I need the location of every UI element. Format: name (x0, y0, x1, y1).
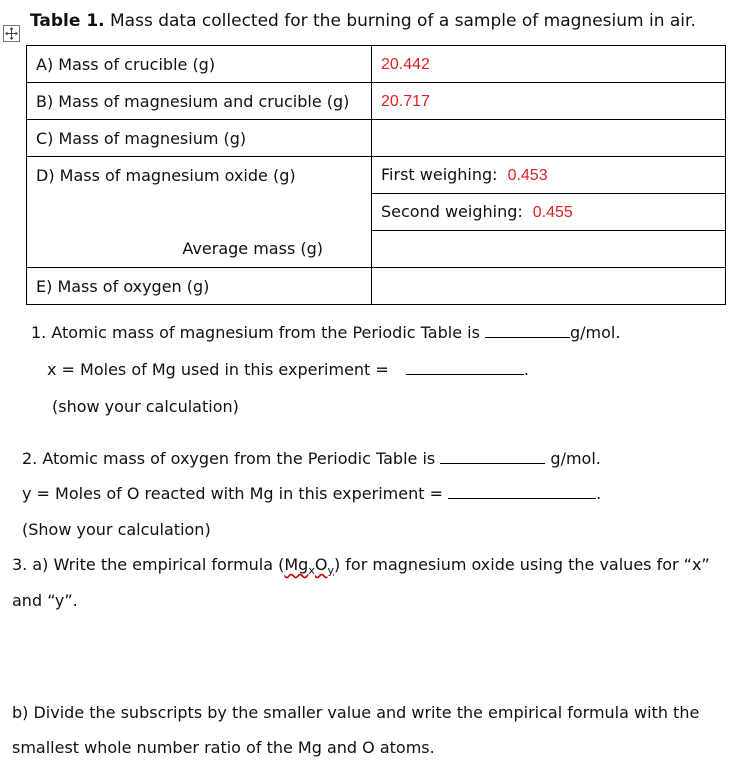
table-row (27, 83, 726, 120)
row-b-label: B) Mass of magnesium and crucible (g) (27, 83, 372, 120)
row-a-value[interactable] (372, 46, 726, 83)
q3a-line2: and “y”. (12, 591, 78, 610)
row-d-label: D) Mass of magnesium oxide (g) (27, 157, 372, 194)
q2-moles-end: . (596, 484, 602, 503)
table-row (27, 120, 726, 157)
q1-unit: g/mol. (570, 323, 621, 342)
formula-o: O (314, 555, 328, 574)
q2-moles-blank[interactable] (448, 498, 596, 499)
q2-unit: g/mol. (550, 449, 601, 468)
q1-moles-end: . (523, 360, 529, 379)
row-a-label: A) Mass of crucible (g) (27, 46, 372, 83)
q1-show-calculation: (show your calculation) (52, 397, 239, 416)
row-e-value[interactable] (372, 268, 726, 305)
q2-moles-text: y = Moles of O reacted with Mg in this experiment = (22, 484, 443, 503)
q3a-post: ) for magnesium oxide using the values for “x” (333, 555, 710, 574)
row-c-label: C) Mass of magnesium (g) (27, 120, 372, 157)
formula-mg: Mg (284, 555, 309, 574)
table-row (27, 231, 726, 268)
question-1-moles (47, 360, 529, 379)
row-c-value[interactable] (372, 120, 726, 157)
q2-text: 2. Atomic mass of oxygen from the Periodic Table is (22, 449, 436, 468)
question-2 (22, 449, 601, 468)
first-weighing-value: 0.453 (507, 167, 548, 184)
formula-y: y (327, 564, 334, 578)
table-move-handle-icon[interactable] (3, 25, 20, 42)
caption-label: Table 1. (30, 11, 105, 31)
table-row (27, 268, 726, 305)
empirical-formula-placeholder (284, 555, 334, 578)
table-row (27, 46, 726, 83)
q2-show-calculation: (Show your calculation) (22, 520, 211, 539)
q1-moles-blank[interactable] (406, 374, 524, 375)
q1-moles-text: x = Moles of Mg used in this experiment = (47, 360, 389, 379)
row-d-second-weighing[interactable] (372, 194, 726, 231)
q3b-line1: b) Divide the subscripts by the smaller value and write the empirical formula with the (12, 703, 700, 722)
row-e-label: E) Mass of oxygen (g) (27, 268, 372, 305)
second-weighing-label: Second weighing: (381, 202, 523, 221)
row-b-value-text: 20.717 (381, 93, 430, 110)
question-2-moles (22, 484, 601, 503)
formula-x: x (308, 564, 315, 578)
second-weighing-value: 0.455 (532, 204, 573, 221)
q3a-pre: 3. a) Write the empirical formula ( (12, 555, 285, 574)
q3b-line2: smallest whole number ratio of the Mg and O atoms. (12, 738, 435, 757)
row-average-label: Average mass (g) (27, 231, 372, 268)
table-caption (30, 11, 696, 31)
question-1 (31, 323, 620, 342)
row-a-value-text: 20.442 (381, 56, 430, 73)
q2-answer-blank[interactable] (440, 463, 545, 464)
caption-text: Mass data collected for the burning of a sample of magnesium in air. (110, 11, 696, 31)
table-row (27, 157, 726, 194)
q1-answer-blank[interactable] (485, 337, 570, 338)
q1-text: 1. Atomic mass of magnesium from the Periodic Table is (31, 323, 480, 342)
mass-data-table (26, 45, 726, 305)
question-3a (12, 555, 710, 577)
table-row (27, 194, 726, 231)
first-weighing-label: First weighing: (381, 165, 498, 184)
row-average-value[interactable] (372, 231, 726, 268)
row-d-first-weighing[interactable] (372, 157, 726, 194)
row-d-spacer (27, 194, 372, 231)
row-b-value[interactable] (372, 83, 726, 120)
